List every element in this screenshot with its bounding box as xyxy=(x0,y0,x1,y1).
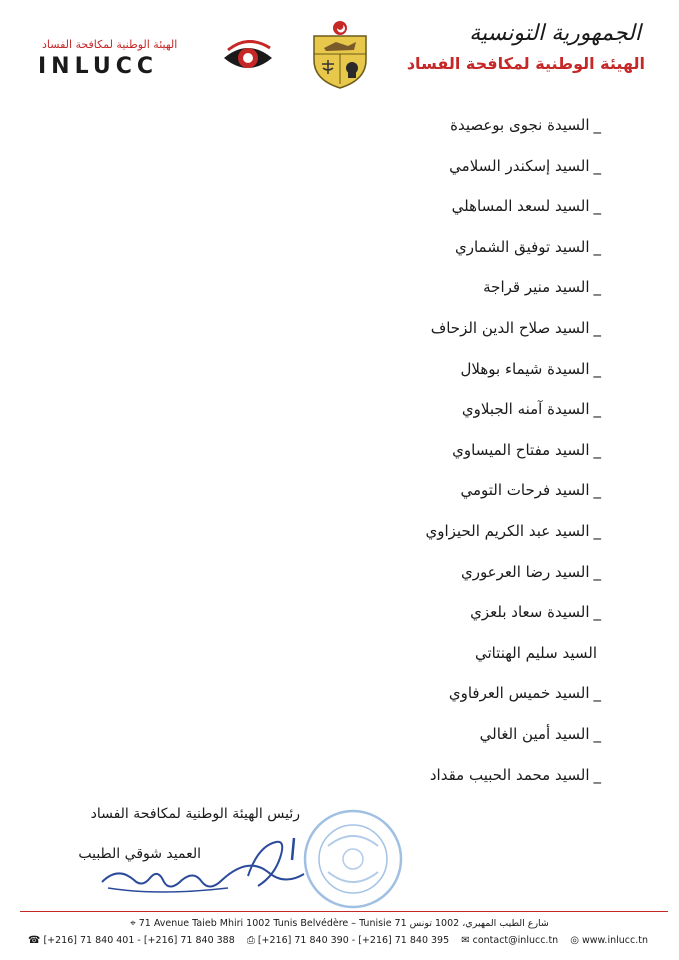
list-item-dash: _ xyxy=(593,440,601,459)
inlucc-logo-word: INLUCC xyxy=(38,54,158,79)
globe-icon: ◎ xyxy=(570,935,579,946)
list-item-name: السيدة آمنه الجبلاوي xyxy=(461,400,590,419)
footer-website-text[interactable]: www.inlucc.tn xyxy=(582,935,648,946)
authority-title: الهيئة الوطنية لمكافحة الفساد xyxy=(406,54,645,73)
list-item xyxy=(341,197,601,238)
footer-phone-text: [+216] 71 840 401 - [+216] 71 840 388 xyxy=(43,935,235,946)
list-item xyxy=(341,238,601,279)
list-item-dash: _ xyxy=(593,197,601,216)
list-item xyxy=(341,766,601,807)
list-item xyxy=(341,684,601,725)
list-item-dash: _ xyxy=(593,156,601,175)
list-item-name: السيد توفيق الشماري xyxy=(454,237,590,256)
list-item-dash: _ xyxy=(593,724,601,743)
list-item-name: السيد محمد الحبيب مقداد xyxy=(429,765,590,784)
list-item-dash: _ xyxy=(593,603,601,622)
list-item-dash: _ xyxy=(593,400,601,419)
list-item xyxy=(341,481,601,522)
footer-address-text: 71 Avenue Taieb Mhiri 1002 Tunis Belvédère – Tunisie 71 شارع الطيب المهيري، 1002 تونس xyxy=(138,918,549,929)
list-item-name: السيد صلاح الدين الزحاف xyxy=(430,318,590,337)
list-item xyxy=(341,157,601,198)
footer-contacts xyxy=(28,935,648,946)
list-item-name: السيدة نجوى بوعصيدة xyxy=(450,116,590,134)
list-item-dash: _ xyxy=(593,116,601,134)
list-item-dash: _ xyxy=(593,318,601,337)
tunisia-coat-of-arms-icon xyxy=(306,20,374,90)
list-item-name: السيدة سعاد بلعزي xyxy=(470,603,590,622)
list-item xyxy=(341,116,601,157)
footer-email-text[interactable]: contact@inlucc.tn xyxy=(472,935,559,946)
list-item xyxy=(341,278,601,319)
republic-title: الجمهورية التونسية xyxy=(469,21,641,46)
list-item xyxy=(341,644,601,685)
list-item xyxy=(341,360,601,401)
footer-fax xyxy=(247,935,449,946)
location-pin-icon: ⌖ xyxy=(130,918,136,929)
list-item-dash: _ xyxy=(593,521,601,540)
list-item-name: السيد خميس العرفاوي xyxy=(448,684,590,703)
list-item-name: السيد عبد الكريم الحيزاوي xyxy=(425,521,590,540)
list-item-name: السيد سليم الهنتاتي xyxy=(474,643,597,662)
list-item-dash: _ xyxy=(593,684,601,703)
list-item xyxy=(341,522,601,563)
footer-website[interactable] xyxy=(570,935,648,946)
list-item-name: السيد رضا العرعوري xyxy=(460,562,590,581)
list-item xyxy=(341,441,601,482)
list-item xyxy=(341,400,601,441)
fax-icon: ⎙ xyxy=(246,935,255,946)
list-item-dash: _ xyxy=(593,278,601,297)
list-item-dash: _ xyxy=(593,562,601,581)
footer-email[interactable] xyxy=(461,935,558,946)
phone-icon: ☎ xyxy=(28,935,41,946)
inlucc-logo-arabic: الهيئة الوطنية لمكافحة الفساد xyxy=(42,38,178,51)
list-item-name: السيدة شيماء بوهلال xyxy=(460,359,590,378)
list-item xyxy=(341,603,601,644)
footer-phone xyxy=(28,935,235,946)
footer-divider xyxy=(20,911,668,912)
list-item-name: السيد مفتاح الميساوي xyxy=(452,440,590,459)
list-item xyxy=(341,319,601,360)
email-icon: ✉ xyxy=(461,935,470,946)
footer-fax-text: [+216] 71 840 390 - [+216] 71 840 395 xyxy=(257,935,450,946)
list-item-name: السيد فرحات التومي xyxy=(460,481,590,500)
eye-icon xyxy=(222,40,274,76)
names-list xyxy=(341,116,601,806)
list-item xyxy=(341,725,601,766)
handwritten-signature xyxy=(98,836,328,898)
list-item-name: السيد لسعد المساهلي xyxy=(451,197,590,216)
list-item xyxy=(341,563,601,604)
list-item-name: السيد منير قراجة xyxy=(483,278,590,297)
list-item-name: السيد أمين الغالي xyxy=(479,724,590,743)
list-item-name: السيد إسكندر السلامي xyxy=(449,156,590,175)
list-item-dash: _ xyxy=(593,359,601,378)
signatory-name: العميد شوقي الطبيب xyxy=(78,846,201,862)
list-item-dash: _ xyxy=(593,237,601,256)
footer-address xyxy=(0,918,679,929)
republic-header xyxy=(400,20,645,90)
list-item-dash: _ xyxy=(593,481,601,500)
signatory-title: رئيس الهيئة الوطنية لمكافحة الفساد xyxy=(90,806,300,822)
inlucc-logo xyxy=(38,36,248,84)
list-item-dash: _ xyxy=(593,765,601,784)
